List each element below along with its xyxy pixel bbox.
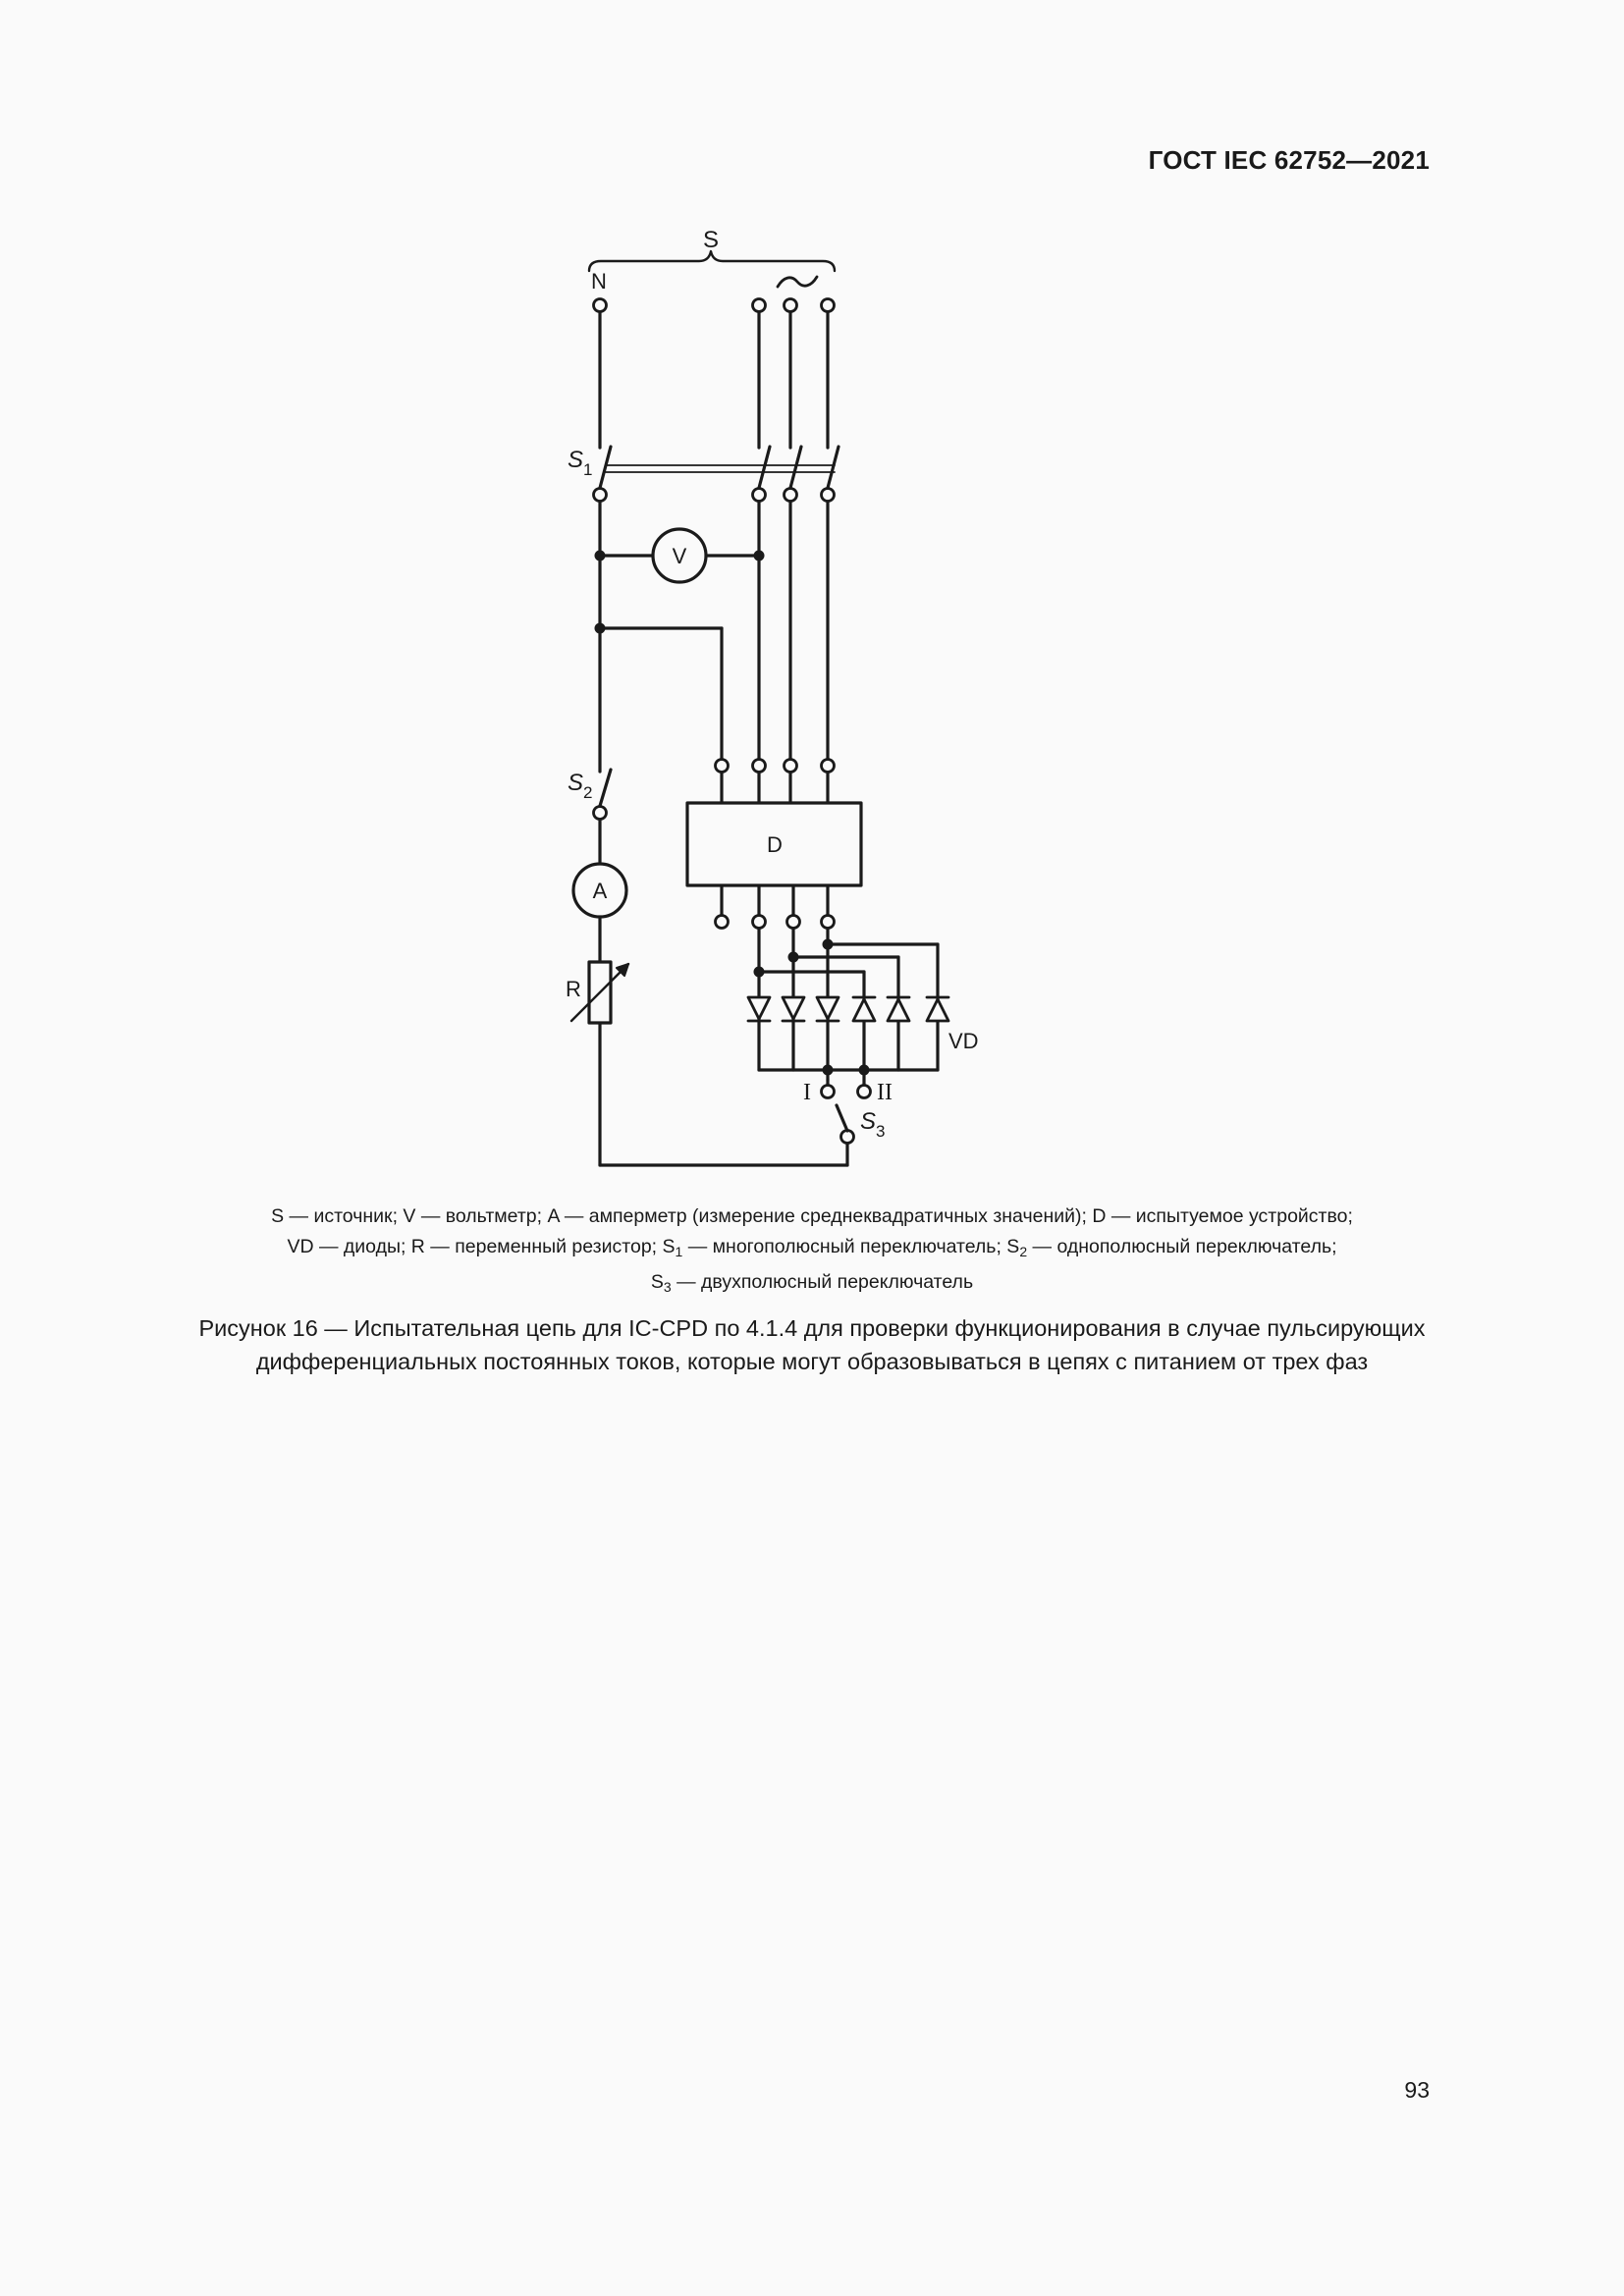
figure-caption (0, 1311, 1624, 1378)
caption-line-1: Рисунок 16 — Испытательная цепь для IC-CPD по 4.1.4 для проверки функционирования в случае пульсирующих (198, 1315, 1426, 1341)
legend-line-1: S — источник; V — вольтметр; A — амперметр (измерение среднеквадратичных значений); D — испытуемое устройство; (271, 1205, 1353, 1227)
circuit-wires (600, 311, 938, 1165)
voltmeter-label: V (672, 544, 687, 568)
legend-line-2: VD — диоды; R — переменный резистор; $S_1$ — многополюсный переключатель; $S_2$ — однополюсный переключатель; (287, 1236, 1337, 1259)
position-1-label: I (803, 1080, 811, 1105)
standard-designation: ГОСТ IEC 62752—2021 (1148, 145, 1430, 175)
diodes-label: VD (948, 1029, 979, 1053)
ammeter-label: A (592, 879, 608, 903)
switch-s1 (600, 447, 839, 488)
figure-legend (0, 1201, 1624, 1303)
position-2-label: II (877, 1080, 893, 1105)
s1-label: $S_1$ (568, 447, 593, 479)
neutral-label: N (591, 269, 607, 294)
device-label: D (767, 832, 783, 857)
s3-label: $S_3$ (860, 1108, 886, 1141)
caption-line-2: дифференциальных постоянных токов, которые могут образовываться в цепях с питанием от трех фаз (255, 1349, 1369, 1374)
diodes-vd (748, 997, 948, 1021)
resistor-label: R (566, 977, 581, 1001)
source-brace (589, 251, 835, 271)
source-label: S (702, 227, 720, 253)
page-number: 93 (1404, 2077, 1430, 2103)
ac-symbol (778, 277, 817, 287)
switch-s3 (837, 1105, 847, 1131)
switch-s2 (600, 770, 611, 806)
s2-label: $S_2$ (568, 770, 593, 802)
legend-line-3: $S_3$ — двухполюсный переключатель (650, 1271, 974, 1295)
